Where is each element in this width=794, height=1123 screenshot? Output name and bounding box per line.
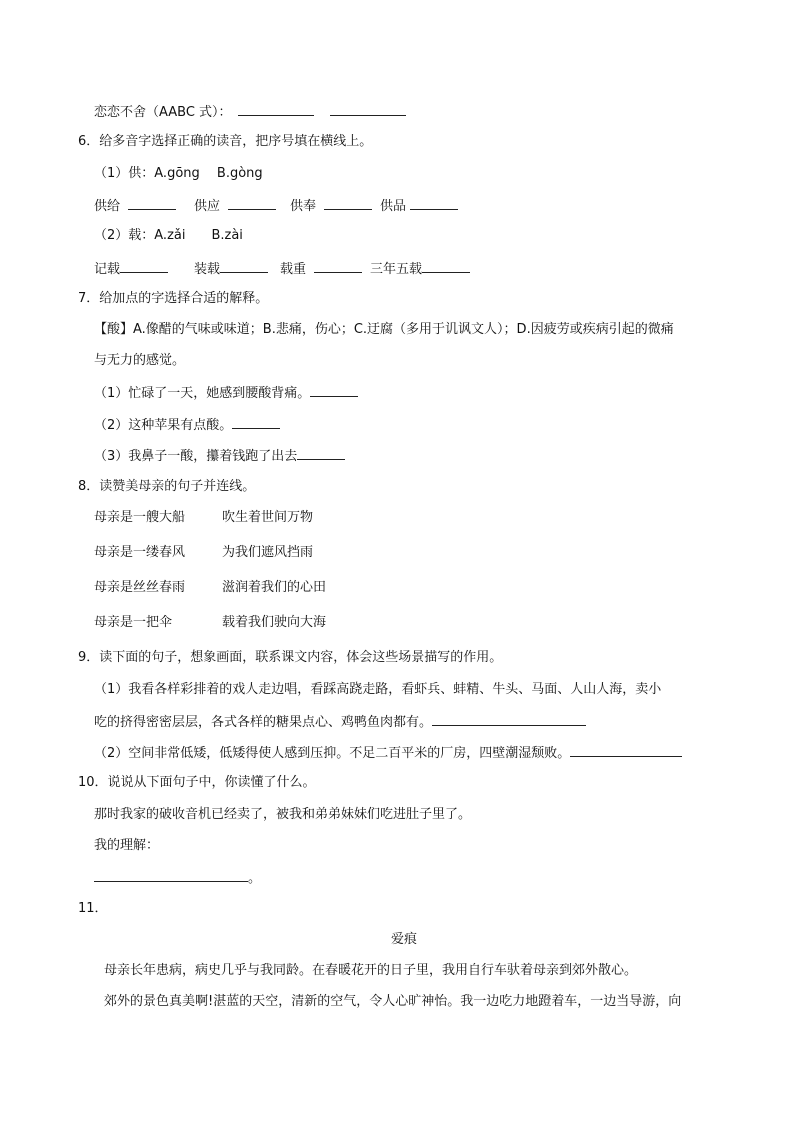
question-8-prompt xyxy=(78,477,255,497)
word-item: 记载 xyxy=(94,262,121,277)
q8-right-item[interactable]: 吹生着世间万物 xyxy=(222,510,314,525)
question-text: 读下面的句子，想象画面，联系课文内容，体会这些场景描写的作用。 xyxy=(99,650,503,665)
answer-blank[interactable] xyxy=(314,258,362,273)
q9-sentence-1-line-2 xyxy=(94,711,586,733)
answer-blank[interactable] xyxy=(128,195,176,210)
q10-label: 我的理解： xyxy=(94,838,160,853)
question-7-prompt xyxy=(78,289,268,309)
question-text: 说说从下面句子中，你读懂了什么。 xyxy=(107,775,316,790)
question-number: 10． xyxy=(78,775,108,790)
q8-left-item[interactable]: 母亲是一缕春风 xyxy=(94,545,186,560)
q9-sentence-2 xyxy=(94,742,682,764)
q7-definition-line-1: 【酸】A.像醋的气味或味道；B.悲痛，伤心；C.迂腐（多用于讥讽文人）；D.因疲劳或疾病引起的微痛 xyxy=(94,322,674,337)
passage-title: 爱痕 xyxy=(391,932,418,947)
q5-tail-line xyxy=(94,101,406,123)
q8-left-item[interactable]: 母亲是丝丝春雨 xyxy=(94,580,186,595)
word-item: 三年五载 xyxy=(370,262,423,277)
q5-tail-text: 恋恋不舍（AABC 式）： xyxy=(94,105,232,120)
answer-blank[interactable] xyxy=(232,414,280,429)
sentence-end: 。 xyxy=(248,871,262,886)
answer-blank[interactable] xyxy=(228,195,276,210)
question-text: 读赞美母亲的句子并连线。 xyxy=(99,479,256,494)
word-item: 装载 xyxy=(194,262,221,277)
word-item: 供应 xyxy=(194,199,221,214)
question-text: 给多音字选择正确的读音，把序号填在横线上。 xyxy=(99,134,373,149)
question-11-number: 11． xyxy=(78,901,108,916)
sentence-text: （3）我鼻子一酸，攥着钱跑了出去 xyxy=(94,449,298,464)
answer-blank[interactable] xyxy=(422,258,470,273)
sentence-text: （2）这种苹果有点酸。 xyxy=(94,418,233,433)
sentence-text: 吃的挤得密密层层，各式各样的糖果点心、鸡鸭鱼肉都有。 xyxy=(94,715,433,730)
q10-answer-line xyxy=(94,867,261,889)
q6-part1-items xyxy=(94,195,458,217)
q6-part1-heading: （1）供：A.gōng B.gòng xyxy=(94,166,263,181)
answer-blank[interactable] xyxy=(120,258,168,273)
question-9-prompt xyxy=(78,648,502,668)
word-item: 供品 xyxy=(380,199,407,214)
passage-paragraph-1: 母亲长年患病，病史几乎与我同龄。在春暖花开的日子里，我用自行车驮着母亲到郊外散心。 xyxy=(104,963,638,978)
word-item: 载重 xyxy=(280,262,307,277)
word-item: 供给 xyxy=(94,199,121,214)
q8-right-item[interactable]: 为我们遮风挡雨 xyxy=(222,545,314,560)
q6-part2-heading: （2）载：A.zǎi B.zài xyxy=(94,228,243,243)
sentence-text: （1）忙碌了一天，她感到腰酸背痛。 xyxy=(94,386,311,401)
answer-blank[interactable] xyxy=(324,195,372,210)
question-text: 给加点的字选择合适的解释。 xyxy=(99,291,269,306)
q10-sentence: 那时我家的破收音机已经卖了，被我和弟弟妹妹们吃进肚子里了。 xyxy=(94,807,472,822)
answer-blank[interactable] xyxy=(238,101,314,116)
answer-blank[interactable] xyxy=(310,382,358,397)
q8-right-item[interactable]: 滋润着我们的心田 xyxy=(222,580,327,595)
answer-blank[interactable] xyxy=(297,445,345,460)
answer-blank[interactable] xyxy=(220,258,268,273)
q9-sentence-1-line-1: （1）我看各样彩排着的戏人走边唱，看踩高跷走路，看虾兵、蚌精、牛头、马面、人山人海，卖小 xyxy=(94,682,662,697)
word-item: 供奉 xyxy=(290,199,317,214)
question-10-prompt xyxy=(78,773,316,793)
question-number: 8． xyxy=(78,479,100,494)
q6-part2-items xyxy=(94,258,470,280)
q8-right-item[interactable]: 载着我们驶向大海 xyxy=(222,615,327,630)
question-number: 7． xyxy=(78,291,100,306)
q7-sentence-1 xyxy=(94,382,358,404)
answer-blank[interactable] xyxy=(432,711,586,726)
answer-blank[interactable] xyxy=(330,101,406,116)
q8-left-item[interactable]: 母亲是一把伞 xyxy=(94,615,173,630)
passage-paragraph-2: 郊外的景色真美啊!湛蓝的天空，清新的空气，令人心旷神怡。我一边吃力地蹬着车，一边当导游，向 xyxy=(104,994,682,1009)
q7-sentence-3 xyxy=(94,445,345,467)
question-number: 6． xyxy=(78,134,100,149)
q7-sentence-2 xyxy=(94,414,280,436)
question-number: 9． xyxy=(78,650,100,665)
question-6-prompt xyxy=(78,132,372,152)
sentence-text: （2）空间非常低矮，低矮得使人感到压抑。不足二百平米的厂房，四壁潮湿颓败。 xyxy=(94,746,571,761)
q7-definition-line-2: 与无力的感觉。 xyxy=(94,353,186,368)
answer-blank[interactable] xyxy=(410,195,458,210)
answer-blank[interactable] xyxy=(570,742,682,757)
q8-left-item[interactable]: 母亲是一艘大船 xyxy=(94,510,186,525)
answer-blank[interactable] xyxy=(94,867,248,882)
